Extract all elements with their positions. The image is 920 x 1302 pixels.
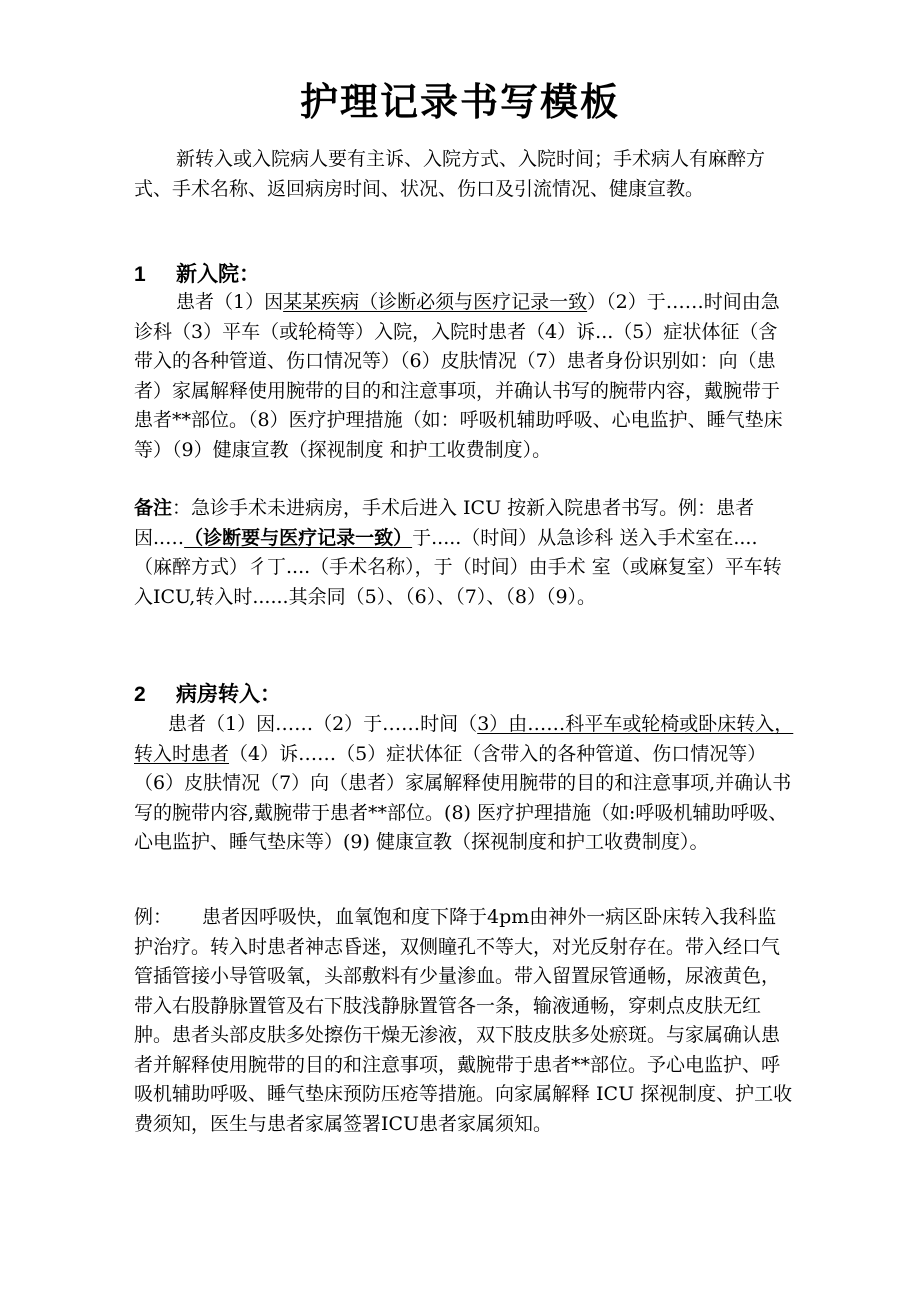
section-1-body bbox=[134, 288, 794, 465]
section-2-text-a: 患者（1）因……（2）于……时间（ bbox=[168, 713, 478, 735]
section-2-title: 病房转入： bbox=[176, 681, 281, 706]
section-2-number: 2 bbox=[134, 683, 146, 706]
document-title: 护理记录书写模板 bbox=[299, 79, 620, 124]
section-1-number: 1 bbox=[134, 263, 146, 286]
note-underlined-diagnosis: （诊断要与医疗记录一致） bbox=[184, 526, 413, 549]
section-1-underlined-diagnosis: 某某疾病（诊断必须与医疗记录一致 bbox=[283, 291, 588, 313]
section-1-text-b: ）（2）于……时间由急诊科（3）平车（或轮椅等）入院，入院时患者（4）诉...（5）症状体征（含带入的各种管道、伤口情况等）（6）皮肤情况（7）患者身份识别如：向（患者）家属解释使用腕带的目的和注意事项，并确认书写的腕带内容，戴腕带于患者**部位。（8）医疗护理措施（如：呼吸机辅助呼吸、心电监护、睡气垫床等）（9）健康宣教（探视制度 和护工收费制度）。 bbox=[134, 291, 783, 461]
example-paragraph bbox=[134, 903, 794, 1139]
example-text: 患者因呼吸快，血氧饱和度下降于4pm由神外一病区卧床转入我科监护治疗。转入时患者神志昏迷，双侧瞳孔不等大，对光反射存在。带入经口气管插管接小导管吸氧，头部敷料有少量渗血。带入留置尿管通畅，尿液黄色，带入右股静脉置管及右下肢浅静脉置管各一条，输液通畅，穿刺点皮肤无红肿。患者头部皮肤多处擦伤干燥无渗液，双下肢皮肤多处瘀斑。与家属确认患者并解释使用腕带的目的和注意事项，戴腕带于患者**部位。予心电监护、呼吸机辅助呼吸、睡气垫床预防压疮等措施。向家属解释 ICU 探视制度、护工收费须知，医生与患者家属签署ICU患者家属须知。 bbox=[134, 906, 793, 1135]
intro-paragraph: 新转入或入院病人要有主诉、入院方式、入院时间；手术病人有麻醉方式、手术名称、返回病房时间、状况、伤口及引流情况、健康宣教。 bbox=[134, 148, 766, 200]
note-label: 备注 bbox=[134, 497, 173, 519]
note-text-b: 于.....（时间）从急诊科 送入手术室在....（麻醉方式）彳丁....（手术名称），于（时间）由手术 室（或麻复室）平车转入ICU,转入时......其余同（5）、（6）、（7）、（8）（9）。 bbox=[134, 526, 782, 608]
example-label: 例： bbox=[134, 906, 173, 928]
section-1-title: 新入院： bbox=[176, 261, 260, 286]
section-1-text-a: 患者（1）因 bbox=[176, 291, 284, 313]
section-2-underlined-transfer: 3）由……科平车或轮椅或卧床转入，转入时患者 bbox=[134, 713, 794, 765]
section-1-heading bbox=[134, 259, 260, 290]
note-text-a: ：急诊手术未进病房，手术后进入 ICU 按新入院患者书写。例：患者因..… bbox=[134, 497, 755, 549]
section-2-body bbox=[134, 710, 794, 858]
note-paragraph bbox=[134, 494, 794, 612]
section-2-heading bbox=[134, 679, 281, 710]
section-2-text-b: （4）诉……（5）症状体征（含带入的各种管道、伤口情况等）（6）皮肤情况（7）向（患者）家属解释使用腕带的目的和注意事项,并确认书写的腕带内容,戴腕带于患者**部位。(8) 医疗护理措施（如:呼吸机辅助呼吸、心电监护、睡气垫床等）(9) 健康宣教（探视制度和护工收费制度）。 bbox=[134, 742, 792, 853]
